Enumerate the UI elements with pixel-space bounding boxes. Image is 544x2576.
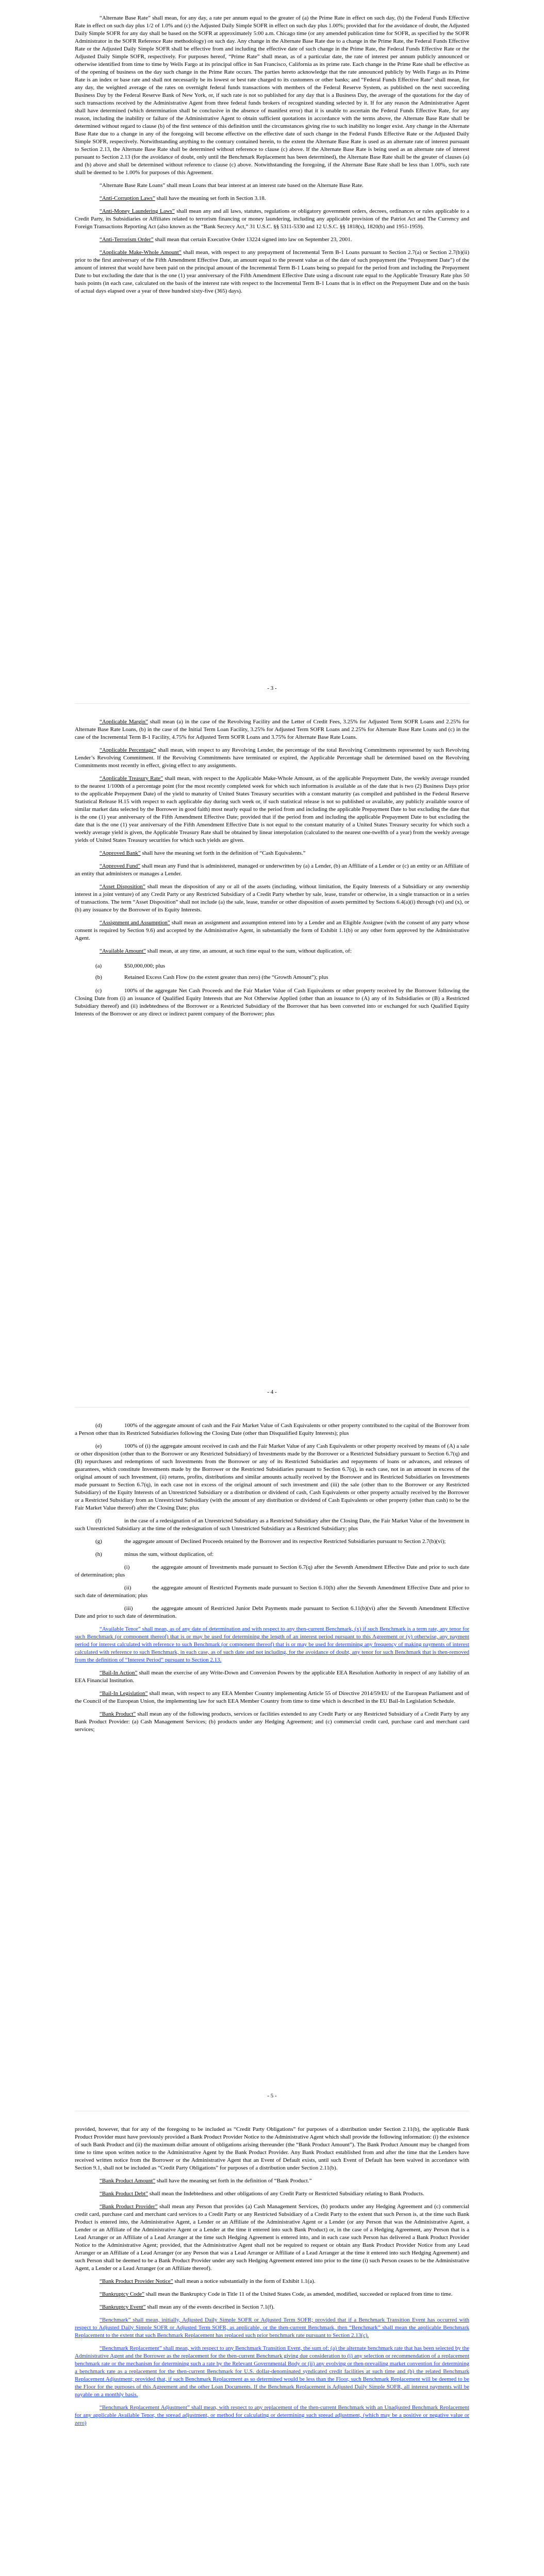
definitions-page-5 [75, 1422, 469, 1739]
definition-applicable-treasury-rate [75, 775, 469, 844]
term: “Bank Product Debt” [100, 2191, 149, 2197]
page-5 [0, 1408, 544, 2111]
definition-text: shall mean any and all laws, statutes, regulations or obligatory government orders, decrees, ordinances or rules applicable to a Credit Party, its Subsidiaries or Affiliates related to terrorism financing or money laundering, including any applicable provision of the Patriot Act and The Currency and Foreign Transactions Reporting Act (also known as the “Bank Secrecy Act,” 31 U.S.C. §§ 5311-5330 and 12 U.S.C. §§ 1818(s), 1820(b) and 1951-1959). [75, 208, 469, 230]
item-label: (c) [95, 988, 102, 994]
item-text: 100% of the aggregate Net Cash Proceeds and the Fair Market Value of Cash Equivalents or other property received by the Borrower following the Closing Date from (i) an issuance of Qualified Equity Interests that are Not Otherwise Applied (other than an issuance to (A) any of its Subsidiaries or (B) a Restricted Subsidiary thereof) and (ii) indebtedness of the Borrower or a Restricted Subsidiary of the Borrower that has been converted into or exchanged for such Qualified Equity Interests of the Borrower or any direct or indirect parent company of the Borrower; plus [75, 988, 469, 1017]
item-text: the aggregate amount of Restricted Junior Debt Payments made pursuant to Section 6.11(b)(vi) after the Seventh Amendment Effective Date and prior to such date of determination. [75, 1605, 469, 1619]
term: “Applicable Percentage” [100, 747, 156, 753]
definition-text: shall mean any of the events described in Section 7.1(f). [145, 2304, 275, 2310]
item-label: (i) [124, 1564, 130, 1570]
term: “Benchmark Replacement” [100, 2345, 162, 2351]
definition-approved-bank [75, 850, 469, 857]
item-label: (b) [95, 974, 102, 980]
item-text: 100% of the aggregate amount of cash and the Fair Market Value of Cash Equivalents or other property contributed to the capital of the Borrower from a Person other than its Restricted Subsidiaries following the Closing Date (other than Disqualified Equity Interests); plus [75, 1422, 469, 1436]
page-6 [0, 2111, 544, 2576]
definition-text: shall mean, for any day, a rate per annum equal to the greater of (a) the Prime Rate in effect on such day, (b) the Federal Funds Effective Rate in effect on such day plus 1/2 of 1.0% and (c) the Adjusted Daily Simple SOFR in effect on such day plus 1.00%; provided that for the avoidance of doubt, the Adjusted Daily Simple SOFR for any day shall be based on the SOFR at approximately 5:00 a.m. Chicago time (or any amended publication time for SOFR, as specified by the SOFR Administrator in the SOFR Reference Rate methodology) on such day. Any change in the Alternate Base Rate due to a change in the Prime Rate, the Federal Funds Effective Rate or the Adjusted Daily Simple SOFR shall be effective from and including the effective date of such change in the Prime Rate, the Federal Funds Effective Rate or the Adjusted Daily Simple SOFR, respectively. For purposes hereof, “Prime Rate” shall mean, as of a particular date, the rate of interest per annum publicly announced or otherwise identified from time to time by Wells Fargo at its principal office in San Francisco, California as its prime rate. Each change in the Prime Rate shall be effective as of the opening of business on the day such change in the Prime Rate occurs. The parties hereto acknowledge that the rate announced publicly by Wells Fargo as its Prime Rate is an index or base rate and shall not necessarily be its lowest or best rate charged to its customers or other banks; and “Federal Funds Effective Rate” shall mean, for any day, the weighted average of the rates on overnight federal funds transactions with members of the Federal Reserve System, as published on the next succeeding Business Day by the Federal Reserve Bank of New York, or, if such rate is not so published for any day that is a Business Day, the average of the quotations for the day of such transactions received by the Administrative Agent from three federal funds brokers of recognized standing selected by it. If for any reason the Administrative Agent shall have determined (which determination shall be conclusive in the absence of manifest error) that it is unable to ascertain the Federal Funds Effective Rate, for any reason, including the inability or failure of the Administrative Agent to obtain sufficient quotations in accordance with the terms above, the Alternate Base Rate shall be determined without regard to clause (b) of the first sentence of this definition until the circumstances giving rise to such inability no longer exist. Any change in the Alternate Base Rate due to a change in any of the foregoing will become effective on the effective date of such change in the Federal Funds Effective Rate or the Adjusted Daily Simple SOFR, respectively. Notwithstanding anything to the contrary contained herein, to the extent the Alternate Base Rate is used as an alternate rate of interest pursuant to Section 2.13, the Alternate Base Rate shall be determined without reference to clause (c) above. If the Alternate Base Rate is being used as an alternate rate of interest pursuant to Section 2.13 (for the avoidance of doubt, only until the Benchmark Replacement has been determined), the Alternate Base Rate shall be the greater of clauses (a) and (b) above and shall be determined without reference to clause (c) above. Notwithstanding the foregoing, if the Alternate Base Rate shall be less than 1.00%, such rate shall be deemed to be 1.00% for purposes of this Agreement. [75, 15, 469, 176]
term: “Applicable Margin” [100, 719, 148, 725]
definition-text: shall mean any Fund that is administered, managed or underwritten by (a) a Lender, (b) an Affiliate of a Lender or (c) an entity or an Affiliate of an entity that administers or manages a Lender. [75, 863, 469, 877]
item-label: (iii) [124, 1605, 133, 1612]
item-text: in the case of a redesignation of an Unrestricted Subsidiary as a Restricted Subsidiary after the Closing Date, the Fair Market Value of the Investment in such Unrestricted Subsidiary at the time of the redesignation of such Unrestricted Subsidiary as a Restricted Subsidiary; plus [75, 1518, 469, 1532]
definition-applicable-percentage [75, 747, 469, 770]
term: “Asset Disposition” [100, 884, 145, 890]
term: “Bank Product Provider Notice” [100, 2278, 173, 2284]
definition-text: shall have the meaning set forth in the definition of “Bank Product.” [155, 2178, 312, 2184]
term: “Benchmark” [100, 2317, 131, 2323]
definition-text: shall mean the exercise of any Write-Down and Conversion Powers by the applicable EEA Resolution Authority in respect of any liability of an EEA Financial Institution. [75, 1670, 470, 1684]
item-label: (f) [95, 1518, 101, 1524]
definition-anti-terrorism-order [75, 236, 469, 244]
term: “Bank Product” [100, 1711, 136, 1717]
definition-alternate-base-rate [75, 14, 469, 177]
definition-text: shall mean (a) in the case of the Revolving Facility and the Letter of Credit Fees, 3.25% for Adjusted Term SOFR Loans and 2.25% for Alternate Base Rate Loans, (b) in the case of the Initial Term Loan Facility, 3.25% for Adjusted Term SOFR Loans and 2.25% for Alternate Base Rate Loans and (c) in the case of the Incremental Term B-1 Facility, 4.75% for Adjusted Term SOFR Loans and 3.75% for Alternate Base Rate Loans. [75, 719, 469, 740]
definition-benchmark-replacement [75, 2345, 469, 2399]
definition-benchmark-replacement-adjustment [75, 2404, 469, 2427]
definition-asset-disposition [75, 883, 469, 914]
definition-text: shall mean the Bankruptcy Code in Title 11 of the United States Code, as amended, modified, succeeded or replaced from time to time. [144, 2291, 453, 2297]
available-amount-item-h [75, 1551, 469, 1558]
definition-text: shall mean, with respect to any replacement of the then-current Benchmark with an Unadjusted Benchmark Replacement for any applicable Available Tenor, the spread adjustment, or method for calculating or determining such spread adjustment, (which may be a positive or negative value or zero) [75, 2404, 469, 2426]
bank-product-continued [75, 2126, 469, 2172]
term: “Bankruptcy Event” [100, 2304, 146, 2310]
item-text: 100% of (i) the aggregate amount received in cash and the Fair Market Value of any Cash Equivalents or other property received by means of (A) a sale or other disposition (other than to the Borrower or any Restricted Subsidiary) of Investments made by the Borrower or a Restricted Subsidiary pursuant to Section 6.7(q) and (B) repurchases and redemptions of such Investments from the Borrower or any of its Restricted Subsidiaries and repayments of loans or advances, and releases of guarantees, which constitute Investments made by the Borrower or the Restricted Subsidiaries pursuant to Section 6.7(q), in each case, not in an amount in excess of the original amount of such Investment, (ii) returns, profits, distributions and similar amounts actually received by the Borrower and its Restricted Subsidiaries on Investments made pursuant to Section 6.7(q), in each case not in excess of the original amount of such investment and (iii) the sale (other than to the Borrower or any Restricted Subsidiary) of the Equity Interests of an Unrestricted Subsidiary or a distribution or dividend of cash, Cash Equivalents or other property actually received by the Borrower or a Restricted Subsidiary from an Unrestricted Subsidiary (with the amount of any distribution or dividend of Cash Equivalents or other property (other than cash) to be the Fair Market Value thereof) after the Closing Date; plus [75, 1443, 469, 1511]
definition-anti-money-laundering [75, 208, 469, 231]
page-3 [0, 0, 544, 703]
available-amount-item-c [75, 987, 469, 1018]
definition-text: shall mean, with respect to any prepayment of Incremental Term B-1 Loans pursuant to Section 2.7(a) or Section 2.7(b)(ii) prior to the first anniversary of the Fifth Amendment Effective Date, an amount equal to the present value as of the date of such prepayment (the “Prepayment Date”) of the amount of interest that would have been paid on the principal amount of the Incremental Term B-1 Loans being so prepaid for the period from and including the Prepayment Date to but excluding the date that is the one (1) year anniversary of the Fifth Amendment Effective Date using a discount rate equal to the Applicable Treasury Rate plus 50 basis points (in each case, calculated on the basis of the interest rate with respect to the Incremental Term B-1 Loans that is in effect on the Prepayment Date and on the basis of actual days elapsed over a year of three hundred sixty-five (365) days). [75, 249, 469, 294]
available-amount-item-f [75, 1517, 469, 1533]
available-amount-item-a [75, 962, 469, 974]
item-label: (d) [95, 1422, 102, 1429]
definition-bankruptcy-code [75, 2291, 469, 2298]
definitions-page-4 [75, 718, 469, 1018]
definition-text: shall mean an assignment and assumption entered into by a Lender and an Eligible Assignee (with the consent of any party whose consent is required by Section 9.6) and accepted by the Administrative Agent, in substantially the form of Exhibit 1.1(b) or any other form approved by the Administrative Agent. [75, 920, 469, 941]
definition-text: shall mean, as of any date of determination and with respect to any then-current Benchmark, (x) if such Benchmark is a term rate, any tenor for such Benchmark (or component thereof) that is or may be used for determining the length of an interest period pursuant to this Agreement or (y) otherwise, any payment period for interest calculated with reference to such Benchmark (or component thereof) that is or may be used for determining any frequency of making payments of interest calculated with reference to such Benchmark, in each case, as of such date and not including, for the avoidance of doubt, any tenor for such Benchmark that is then-removed from the definition of “Interest Period” pursuant to Section 2.13. [75, 1626, 469, 1663]
definition-available-amount [75, 947, 469, 955]
definition-assignment-assumption [75, 919, 469, 942]
available-amount-item-g [75, 1538, 469, 1546]
definition-text: shall mean the Indebtedness and other obligations of any Credit Party or Restricted Subsidiary relating to Bank Products. [148, 2191, 424, 2197]
term: “Applicable Make-Whole Amount” [100, 249, 182, 256]
definitions-page-6 [75, 2126, 469, 2432]
item-label: (ii) [124, 1585, 131, 1591]
item-text: the aggregate amount of Restricted Payments made pursuant to Section 6.10(h) after the Seventh Amendment Effective Date and prior to such date of determination; plus [75, 1585, 469, 1599]
definition-text: shall mean, with respect to any Benchmark Transition Event, the sum of: (a) the alternate benchmark rate that has been selected by the Administrative Agent and the Borrower as the replacement for the then-current Benchmark giving due consideration to (i) any selection or recommendation of a replacement benchmark rate or the mechanism for determining such a rate by the Relevant Governmental Body or (ii) any evolving or then-prevailing market convention for determining a benchmark rate as a replacement for the then-current Benchmark for U.S. dollar-denominated syndicated credit facilities at such time and (b) the related Benchmark Replacement Adjustment; provided that, if such Benchmark Replacement as so determined would be less than the Floor, such Benchmark Replacement will be deemed to be the Floor for the purposes of this Agreement and the other Loan Documents. If the Benchmark Replacement is Adjusted Daily Simple SOFR, all interest payments will be payable on a monthly basis. [75, 2345, 469, 2398]
available-amount-subitem-i [75, 1564, 469, 1579]
term: “Bankruptcy Code” [100, 2291, 145, 2297]
available-amount-item-e [75, 1443, 469, 1512]
available-amount-item-d [75, 1422, 469, 1437]
definition-bank-product-debt [75, 2190, 469, 2198]
item-label: (g) [95, 1538, 102, 1545]
term: “Anti-Corruption Laws” [100, 195, 155, 201]
available-amount-subitem-ii [75, 1584, 469, 1600]
definition-text: shall mean the disposition of any or all of the assets (including, without limitation, the Equity Interests of a Subsidiary or any ownership interest in a joint venture) of any Credit Party or any Restricted Subsidiary of a Credit Party whether by sale, lease, transfer or otherwise, in a single transaction or in a series of transactions. The term “Asset Disposition” shall not include (a) the sale, lease, transfer or other disposition of assets permitted by Sections 6.4(a)(i) through (vi) and (x), or (b) any issuance by the Borrower of its Equity Interests. [75, 884, 469, 913]
definition-text: shall mean, initially, Adjusted Daily Simple SOFR or Adjusted Term SOFR; provided that if a Benchmark Transition Event has occurred with respect to Adjusted Daily Simple SOFR or Adjusted Term SOFR, as applicable, or the then-current Benchmark, then “Benchmark” shall mean the applicable Benchmark Replacement to the extent that such Benchmark Replacement has replaced such prior benchmark rate pursuant to Section 2.13(c). [75, 2317, 469, 2338]
definition-text: provided, however, that for any of the foregoing to be included as “Credit Party Obligations” for purposes of a distribution under Section 2.11(b), the applicable Bank Product Provider must have previously provided a Bank Product Provider Notice to the Administrative Agent which shall provide the following information: (i) the existence of such Bank Product and (ii) the maximum dollar amount of obligations arising thereunder (the “Bank Product Amount”). The Bank Product Amount may be changed from time to time upon written notice to the Administrative Agent by the Bank Product Provider. Any Bank Product established from and after the time that the Lenders have received written notice from the Borrower or the Administrative Agent that an Event of Default exists, until such Event of Default has been waived in accordance with Section 9.1, shall not be included as “Credit Party Obligations” for purposes of a distribution under Section 2.11(b). [75, 2126, 469, 2171]
definition-text: shall mean any of the following products, services or facilities extended to any Credit Party or any Restricted Subsidiary of a Credit Party by any Bank Product Provider: (a) Cash Management Services; (b) products under any Hedging Agreement; and (c) commercial credit card, purchase card and merchant card services; [75, 1711, 470, 1733]
item-text: $50,000,000; plus [124, 963, 166, 969]
term: “Approved Fund” [100, 863, 141, 869]
page-number: - 5 - [267, 2093, 277, 2099]
item-text: minus the sum, without duplication, of: [124, 1551, 214, 1557]
definition-text: shall have the meaning set forth in Section 3.18. [155, 195, 266, 201]
definitions-page-3 [75, 14, 469, 300]
definition-text: shall mean that certain Executive Order 13224 signed into law on September 23, 2001. [153, 236, 352, 243]
page-4 [0, 704, 544, 1407]
definition-text: shall mean Loans that bear interest at an interest rate based on the Alternate Base Rate. [165, 182, 364, 189]
term: “Anti-Money Laundering Laws” [100, 208, 175, 214]
definition-text: shall mean, with respect to any Revolving Lender, the percentage of the total Revolving Commitments represented by such Revolving Lender’s Revolving Commitment. If the Revolving Commitments have terminated or expired, the Applicable Percentage shall be determined based on the Revolving Commitments most recently in effect, giving effect to any assignments. [75, 747, 469, 769]
definition-text: shall mean, with respect to any EEA Member Country implementing Article 55 of Directive 2014/59/EU of the European Parliament and of the Council of the European Union, the implementing law for such EEA Member Country from time to time which is described in the EU Bail-In Legislation Schedule. [75, 1690, 469, 1704]
definition-anti-corruption-laws [75, 195, 469, 202]
definition-bail-in-action [75, 1669, 469, 1685]
definition-bail-in-legislation [75, 1690, 469, 1705]
term: “Available Amount” [100, 948, 146, 954]
term: “Assignment and Assumption” [100, 920, 170, 926]
definition-bank-product-amount [75, 2177, 469, 2185]
available-amount-item-b [75, 974, 469, 985]
definition-approved-fund [75, 862, 469, 878]
page-number: - 3 - [267, 685, 277, 691]
term: “Applicable Treasury Rate” [100, 775, 163, 782]
term: “Bank Product Amount” [100, 2178, 156, 2184]
term: “Benchmark Replacement Adjustment” [100, 2404, 190, 2411]
term: “Available Tenor” [100, 1626, 141, 1632]
term-alternate-base-rate: “Alternate Base Rate” [100, 15, 151, 21]
term: “Bail-In Legislation” [100, 1690, 148, 1697]
definition-bank-product-provider [75, 2203, 469, 2273]
definition-text: shall mean a notice substantially in the form of Exhibit 1.1(a). [173, 2278, 316, 2284]
definition-bank-product-provider-notice [75, 2278, 469, 2285]
item-text: Retained Excess Cash Flow (to the extent greater than zero) (the “Growth Amount”); plus [124, 974, 328, 980]
term: “Alternate Base Rate Loans” [100, 182, 166, 189]
definition-applicable-margin [75, 718, 469, 741]
definition-bank-product [75, 1710, 469, 1734]
definition-text: shall mean any Person that provides (a) Cash Management Services, (b) products under any Hedging Agreement and (c) commercial credit card, purchase card and merchant card services to a Credit Party or any Restricted Subsidiary of a Credit Party to the extent that such Person is, at the time such Bank Product is entered into, the Administrative Agent, a Lender or an Affiliate of the Administrative Agent or a Lender (or any Person that was the Administrative Agent, a Lender or an Affiliate of the Administrative Agent or a Lender at the time it entered into such Bank Product) or, in the case of a Hedging Agreement, any Person that is a Lead Arranger or an Affiliate of a Lead Arranger at the time such Hedging Agreement is entered into, and in each case such Person has delivered a Bank Product Provider Notice to the Administrative Agent; provided, that the Administrative Agent shall not be required to request or obtain any Bank Product Provider Notice from any Lead Arranger or an Affiliate of a Lead Arranger (or any Person that was a Lead Arranger or Affiliate of a Lead Arranger at the time it entered into such Hedging Agreement) and such Person shall be deemed to be a Bank Product Provider under any such Hedging Agreement entered into prior to the time (i) such Person ceases to be the Administrative Agent, a Lender or a Lead Arranger (or an Affiliate thereof). [75, 2204, 469, 2272]
definition-alternate-base-rate-loans [75, 182, 469, 190]
item-label: (a) [95, 963, 102, 969]
item-text: the aggregate amount of Declined Proceeds retained by the Borrower and its respective Restricted Subsidiaries pursuant to Section 2.7(b)(vi); [124, 1538, 446, 1545]
term: “Approved Bank” [100, 850, 141, 856]
term: “Anti-Terrorism Order” [100, 236, 154, 243]
term: “Bank Product Provider” [100, 2204, 158, 2210]
item-label: (h) [95, 1551, 102, 1557]
definition-benchmark [75, 2316, 469, 2340]
definition-text: shall have the meaning set forth in the definition of “Cash Equivalents.” [140, 850, 306, 856]
item-text: the aggregate amount of Investments made pursuant to Section 6.7(q) after the Seventh Amendment Effective Date and prior to such date of determination; plus [75, 1564, 469, 1578]
definition-text: shall mean, at any time, an amount, at such time equal to the sum, without duplication, of: [145, 948, 352, 954]
definition-applicable-make-whole [75, 249, 469, 295]
page-number: - 4 - [267, 1389, 277, 1395]
definition-bankruptcy-event [75, 2303, 469, 2311]
term: “Bail-In Action” [100, 1670, 138, 1676]
definition-text: shall mean, with respect to the Applicable Make-Whole Amount, as of the applicable Prepayment Date, the weekly average rounded to the nearest 1/100th of a percentage point (for the most recently completed week for which such information is available as of the date that is two (2) Business Days prior to the applicable Prepayment Date) of the yield to maturity of United States Treasury securities with a constant maturity (as compiled and published in the Federal Reserve Statistical Release H.15 with respect to each applicable day during such week or, if such statistical release is not so published or available, any publicly available source of similar market data selected by the Borrower in good faith) most nearly equal to the period from and including the applicable Prepayment Date to but excluding the date that is the one (1) year anniversary of the Fifth Amendment Effective Date; provided that if the period from and including the applicable Prepayment Date to but excluding the date that is the one (1) year anniversary of the Fifth Amendment Effective Date is not equal to the constant maturity of a United States Treasury security for which such a weekly average yield is given, the Applicable Treasury Rate shall be obtained by linear interpolation (calculated to the nearest one-twelfth of a year) from the weekly average yields of United States Treasury securities for which such yields are given. [75, 775, 469, 843]
definition-available-tenor [75, 1625, 469, 1664]
item-label: (e) [95, 1443, 102, 1449]
available-amount-subitem-iii [75, 1605, 469, 1620]
